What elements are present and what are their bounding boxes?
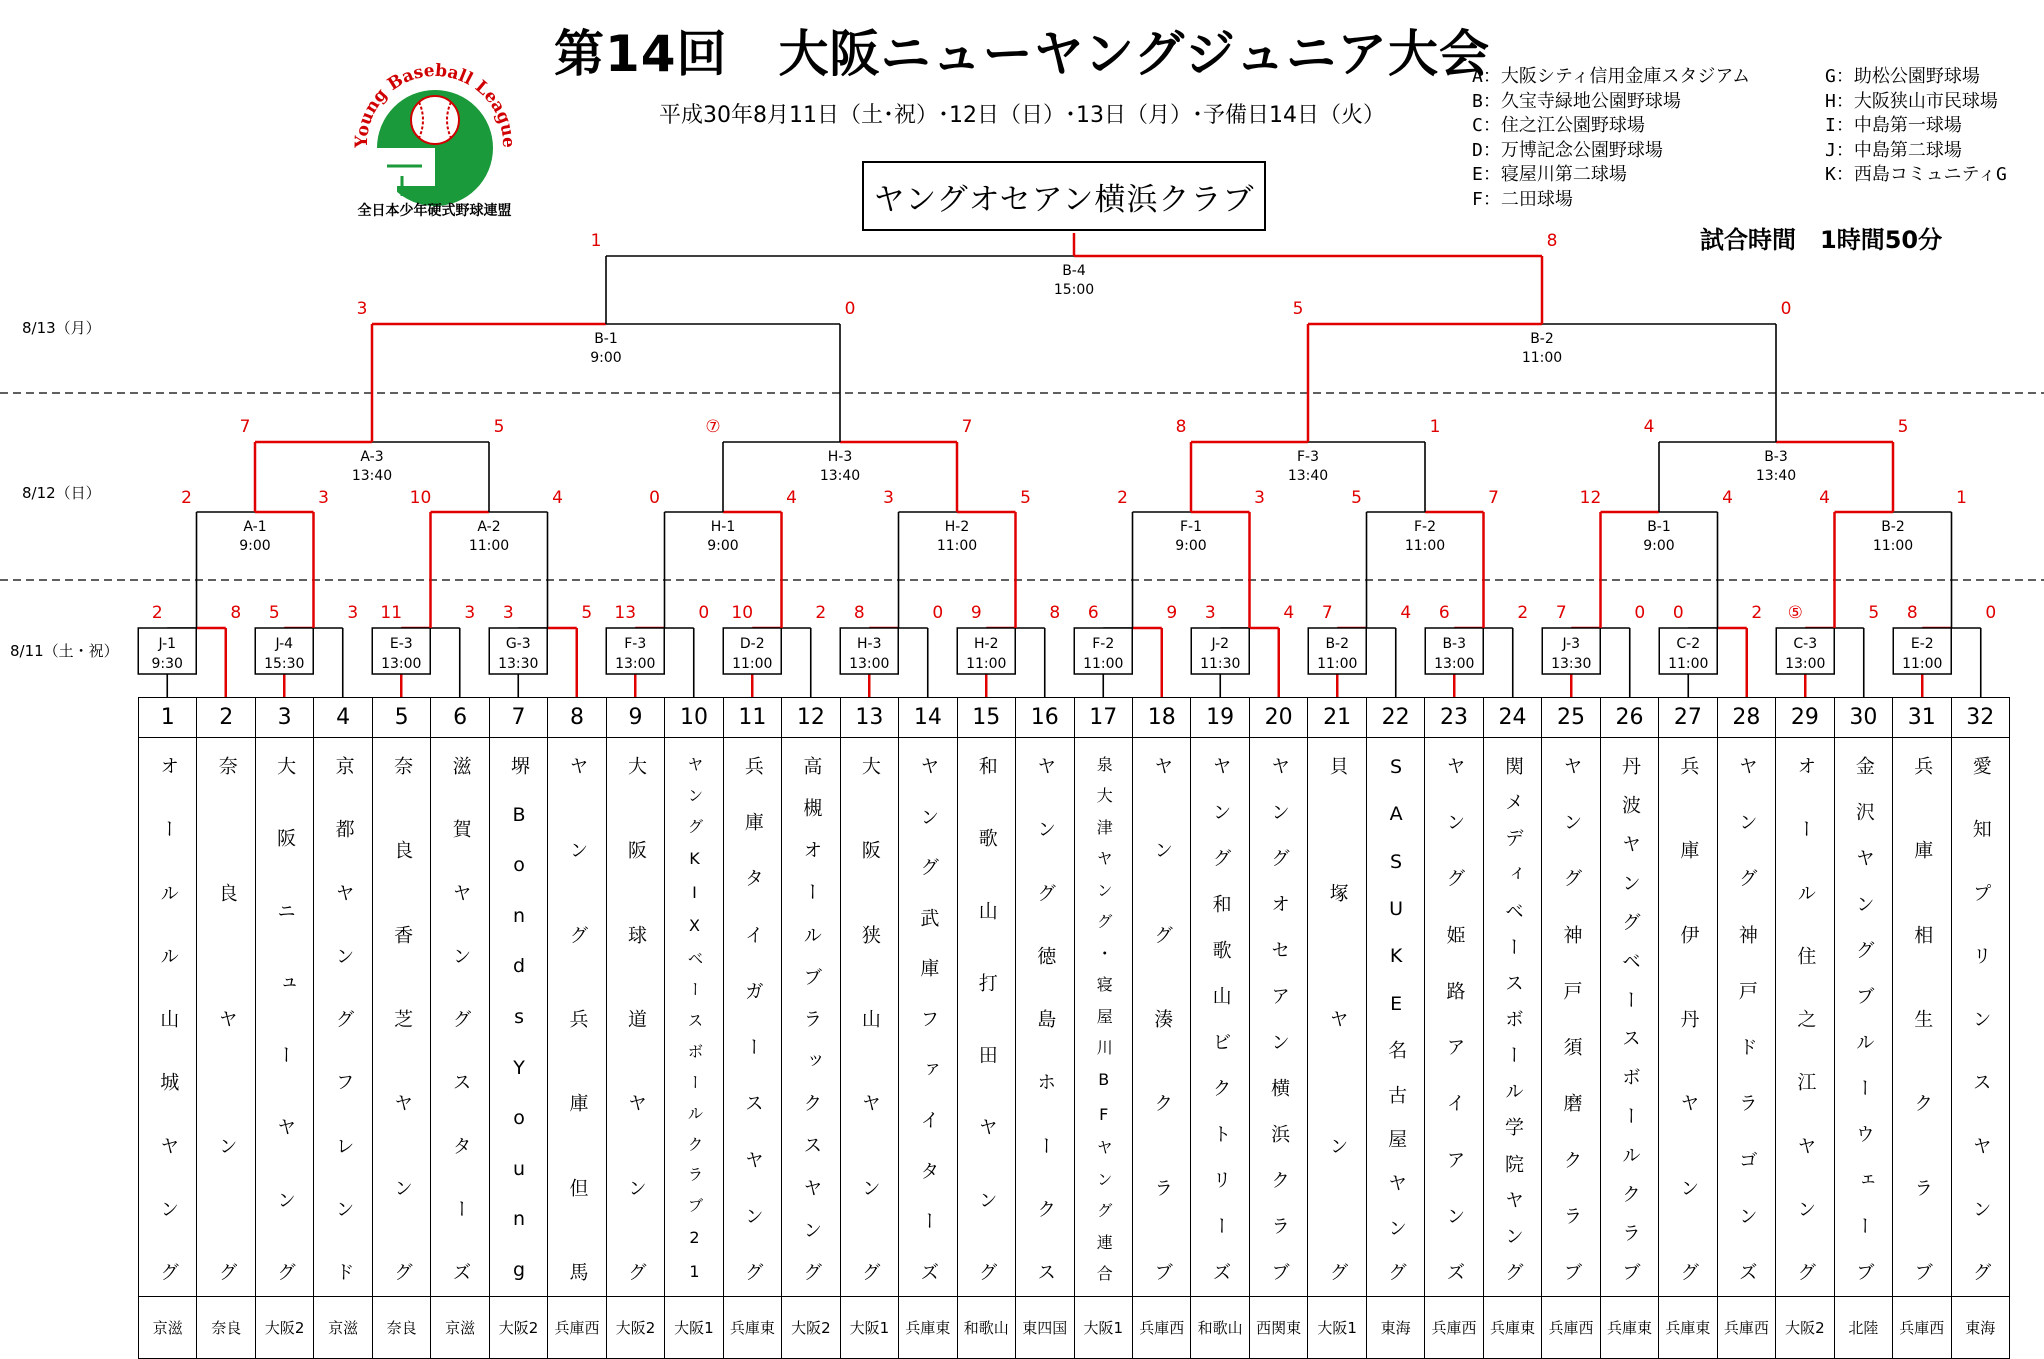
team-number: 8 (548, 698, 606, 738)
team-name: 滋 賀 ヤ ン グ ス タ ー ズ (449, 756, 472, 1281)
match-code: B-3 (1764, 449, 1788, 465)
score-left: ⑤ (1787, 603, 1803, 623)
team-name-cell (723, 738, 781, 1297)
team-name-cell (1366, 738, 1424, 1297)
score-left: 5 (1292, 299, 1304, 319)
team-number: 6 (431, 698, 489, 738)
score-right: 1 (1429, 417, 1441, 437)
match-time: 13:40 (351, 468, 393, 484)
team-region: 東海 (1951, 1297, 2009, 1359)
score-right: 3 (347, 603, 359, 623)
team-name-cell (255, 738, 313, 1297)
match-code: G-3 (505, 636, 531, 652)
team-number: 21 (1308, 698, 1366, 738)
team-number: 15 (957, 698, 1015, 738)
team-name-cell (197, 738, 255, 1297)
date-label-0811: 8/11（土・祝） (10, 642, 119, 660)
match-time: 13:00 (1785, 656, 1826, 672)
score-right: 3 (464, 603, 476, 623)
team-name-cell (431, 738, 489, 1297)
match-code: H-3 (827, 449, 853, 465)
venue-item: K：西島コミュニティG (1825, 164, 2007, 186)
team-name: 兵 庫 相 生 ク ラ ブ (1911, 756, 1934, 1281)
score-left: 6 (1087, 603, 1099, 623)
match-code: J-2 (1211, 636, 1230, 652)
venue-item: C：住之江公園野球場 (1472, 115, 1645, 137)
match-time: 11:30 (1200, 656, 1241, 672)
team-number: 19 (1191, 698, 1249, 738)
match-code: H-2 (974, 636, 999, 652)
match-time: 9:00 (590, 350, 622, 366)
match-code: F-2 (1092, 636, 1115, 652)
score-left: 11 (380, 603, 403, 623)
tournament-dates: 平成30年8月11日（土･祝）･12日（日）･13日（月）･予備日14日（火） (659, 103, 1385, 128)
team-number: 25 (1542, 698, 1600, 738)
match-code: F-3 (1296, 449, 1320, 465)
team-name: 大 阪 狭 山 ヤ ン グ (858, 756, 881, 1281)
team-name: 大 阪 球 道 ヤ ン グ (624, 756, 647, 1281)
team-name: ヤ ン グ 神 戸 須 磨 ク ラ ブ (1560, 756, 1583, 1281)
score-left: 7 (1321, 603, 1333, 623)
match-code: B-3 (1442, 636, 1467, 652)
date-label-0813: 8/13（月） (22, 319, 101, 337)
match-code: E-3 (389, 636, 413, 652)
team-number: 32 (1951, 698, 2009, 738)
team-name-cell (1249, 738, 1307, 1297)
match-time: 13:40 (1287, 468, 1329, 484)
game-time-label: 試合時間 1時間50分 (1700, 226, 1943, 254)
score-right: 4 (552, 488, 563, 508)
team-name-cell (1600, 738, 1658, 1297)
match-code: B-2 (1881, 519, 1905, 535)
match-time: 9:00 (1643, 538, 1675, 554)
match-time: 11:00 (1521, 350, 1563, 366)
team-name-cell (606, 738, 664, 1297)
score-right: 0 (1780, 299, 1792, 319)
match-time: 11:00 (468, 538, 510, 554)
score-left: 3 (883, 488, 894, 508)
score-right: 5 (1868, 603, 1880, 623)
team-name: 奈 良 香 芝 ヤ ン グ (391, 756, 414, 1281)
team-name: ヤ ン グ 姫 路 ア イ ア ン ズ (1443, 756, 1466, 1281)
match-time: 13:00 (615, 656, 656, 672)
team-name: ヤ ン グ K I X ベ ー ス ボ ー ル ク ラ ブ 2 1 (684, 756, 704, 1281)
team-region: 兵庫東 (1659, 1297, 1717, 1359)
team-name-cell (1074, 738, 1132, 1297)
match-time: 11:00 (1902, 656, 1943, 672)
match-time: 13:00 (381, 656, 422, 672)
score-left: ⑦ (705, 417, 721, 437)
team-region: 和歌山 (1191, 1297, 1249, 1359)
score-left: 2 (181, 488, 192, 508)
score-left: 10 (731, 603, 754, 623)
match-time: 9:30 (151, 656, 183, 672)
team-number: 11 (723, 698, 781, 738)
score-right: 2 (1751, 603, 1763, 623)
team-name: 丹 波 ヤ ン グ ベ ー ス ボ ー ル ク ラ ブ (1618, 756, 1641, 1281)
match-time: 11:00 (936, 538, 978, 554)
score-right: 4 (1283, 603, 1295, 623)
team-name-cell (1308, 738, 1366, 1297)
score-left: 8 (1175, 417, 1187, 437)
score-left: 0 (1672, 603, 1684, 623)
team-name-cell (782, 738, 840, 1297)
venue-item: I：中島第一球場 (1825, 115, 1962, 137)
team-number: 23 (1425, 698, 1483, 738)
score-left: 10 (409, 488, 432, 508)
team-name: 和 歌 山 打 田 ヤ ン グ (975, 756, 998, 1281)
team-number: 10 (665, 698, 723, 738)
match-code: F-2 (1413, 519, 1437, 535)
score-left: 12 (1579, 488, 1602, 508)
team-region: 大阪2 (606, 1297, 664, 1359)
team-name-cell (1776, 738, 1834, 1297)
score-right: 9 (1166, 603, 1178, 623)
team-name: 堺 B o n d s Y o u n g (508, 756, 531, 1281)
team-name-cell (1191, 738, 1249, 1297)
score-right: 5 (493, 417, 505, 437)
team-number: 5 (372, 698, 430, 738)
team-number: 1 (139, 698, 197, 738)
score-right: 1 (1956, 488, 1967, 508)
team-region: 大阪1 (665, 1297, 723, 1359)
match-time: 13:40 (819, 468, 861, 484)
match-time: 13:30 (1551, 656, 1592, 672)
score-left: 4 (1819, 488, 1830, 508)
team-name-cell (840, 738, 898, 1297)
match-time: 11:00 (732, 656, 773, 672)
team-region: 兵庫東 (899, 1297, 957, 1359)
team-region-row (139, 1297, 2010, 1359)
team-name: オ ー ル ル 山 城 ヤ ン グ (157, 756, 180, 1281)
team-table (138, 697, 2010, 1359)
team-name-cell (665, 738, 723, 1297)
team-region: 大阪2 (782, 1297, 840, 1359)
team-name: ヤ ン グ オ セ ア ン 横 浜 ク ラ ブ (1268, 756, 1291, 1281)
team-region: 大阪2 (1776, 1297, 1834, 1359)
score-right: 7 (961, 417, 973, 437)
team-region: 京滋 (431, 1297, 489, 1359)
match-code: B-2 (1325, 636, 1350, 652)
team-number: 3 (255, 698, 313, 738)
team-name: 愛 知 プ リ ン ス ヤ ン グ (1969, 756, 1992, 1281)
team-region: 京滋 (139, 1297, 197, 1359)
score-right: 0 (698, 603, 710, 623)
team-name: オ ー ル 住 之 江 ヤ ン グ (1794, 756, 1817, 1281)
champion-box: ヤングオセアン横浜クラブ (862, 161, 1266, 231)
match-time: 11:00 (1083, 656, 1124, 672)
team-name-row (139, 738, 2010, 1297)
match-code: H-3 (857, 636, 882, 652)
team-name-cell (1132, 738, 1190, 1297)
team-name-cell (1016, 738, 1074, 1297)
team-region: 兵庫東 (1483, 1297, 1541, 1359)
venue-item: G：助松公園野球場 (1825, 66, 1980, 87)
match-code: J-3 (1562, 636, 1581, 652)
team-name-cell (1659, 738, 1717, 1297)
team-name: 泉 大 津 ヤ ン グ ・ 寝 屋 川 B F ヤ ン グ 連 合 (1094, 756, 1114, 1281)
match-code: B-1 (594, 331, 618, 347)
venue-item: B：久宝寺緑地公園野球場 (1472, 90, 1681, 112)
team-region: 兵庫西 (1717, 1297, 1775, 1359)
team-name-cell (1834, 738, 1892, 1297)
team-region: 大阪2 (255, 1297, 313, 1359)
page-title: 第14回 大阪ニューヤングジュニア大会 (553, 25, 1491, 83)
team-region: 北陸 (1834, 1297, 1892, 1359)
score-right: 8 (1049, 603, 1061, 623)
match-code: C-3 (1793, 636, 1818, 652)
team-name-cell (1542, 738, 1600, 1297)
score-right: 4 (1400, 603, 1412, 623)
score-left: 1 (590, 231, 602, 251)
match-time: 11:00 (1872, 538, 1914, 554)
team-number: 4 (314, 698, 372, 738)
venue-item: H：大阪狭山市民球場 (1825, 90, 1998, 112)
score-left: 8 (1906, 603, 1918, 623)
team-name: S A S U K E 名 古 屋 ヤ ン グ (1385, 756, 1408, 1281)
team-number: 30 (1834, 698, 1892, 738)
match-code: A-2 (477, 519, 501, 535)
match-time: 13:00 (849, 656, 890, 672)
match-code: A-3 (360, 449, 384, 465)
team-number: 26 (1600, 698, 1658, 738)
team-name: 関 メ デ ィ ベ ー ス ボ ー ル 学 院 ヤ ン グ (1502, 756, 1525, 1281)
match-code: B-4 (1062, 263, 1086, 279)
match-code: J-4 (275, 636, 294, 652)
team-number: 31 (1893, 698, 1951, 738)
match-code: B-1 (1647, 519, 1671, 535)
score-right: 7 (1488, 488, 1499, 508)
team-name-cell (139, 738, 197, 1297)
score-left: 3 (1204, 603, 1216, 623)
match-code: F-1 (1179, 519, 1203, 535)
team-name: 高 槻 オ ー ル ブ ラ ッ ク ス ヤ ン グ (800, 756, 823, 1281)
score-right: 0 (844, 299, 856, 319)
team-number: 27 (1659, 698, 1717, 738)
team-region: 東海 (1366, 1297, 1424, 1359)
team-region: 兵庫西 (1132, 1297, 1190, 1359)
team-name: 貝 塚 ヤ ン グ (1326, 756, 1349, 1281)
venue-item: E：寝屋川第二球場 (1472, 164, 1627, 186)
team-number: 12 (782, 698, 840, 738)
match-time: 13:30 (498, 656, 539, 672)
logo-caption: 全日本少年硬式野球連盟 (357, 203, 512, 219)
match-time: 9:00 (707, 538, 739, 554)
match-code: F-3 (624, 636, 647, 652)
match-time: 11:00 (1668, 656, 1709, 672)
team-number: 14 (899, 698, 957, 738)
score-right: 5 (581, 603, 593, 623)
team-name-cell (1893, 738, 1951, 1297)
team-name: 奈 良 ヤ ン グ (215, 756, 238, 1281)
team-name: ヤ ン グ 神 戸 ド ラ ゴ ン ズ (1735, 756, 1758, 1281)
team-name: ヤ ン グ 湊 ク ラ ブ (1151, 756, 1174, 1281)
score-left: 0 (649, 488, 660, 508)
score-left: 8 (853, 603, 865, 623)
team-number: 17 (1074, 698, 1132, 738)
venue-item: J：中島第二球場 (1825, 139, 1962, 161)
team-name: ヤ ン グ 徳 島 ホ ー ク ス (1034, 756, 1057, 1281)
team-region: 京滋 (314, 1297, 372, 1359)
score-right: 4 (786, 488, 797, 508)
match-code: A-1 (243, 519, 267, 535)
team-region: 和歌山 (957, 1297, 1015, 1359)
match-time: 15:00 (1053, 282, 1095, 298)
team-name-cell (314, 738, 372, 1297)
venue-item: A：大阪シティ信用金庫スタジアム (1472, 66, 1751, 87)
score-left: 7 (239, 417, 251, 437)
score-left: 9 (970, 603, 982, 623)
team-name: 大 阪 ニ ュ ー ヤ ン グ (274, 756, 297, 1281)
score-left: 13 (614, 603, 637, 623)
score-right: 8 (230, 603, 242, 623)
logo-arc-text: Young Baseball League (351, 60, 519, 149)
venue-item: F：二田球場 (1472, 188, 1573, 210)
team-name: 兵 庫 タ イ ガ ー ス ヤ ン グ (741, 756, 764, 1281)
team-name-cell (1951, 738, 2009, 1297)
team-name: ヤ ン グ 和 歌 山 ビ ク ト リ ー ズ (1209, 756, 1232, 1281)
match-time: 11:00 (966, 656, 1007, 672)
team-region: 西関東 (1249, 1297, 1307, 1359)
team-number: 13 (840, 698, 898, 738)
team-number: 18 (1132, 698, 1190, 738)
team-name: 京 都 ヤ ン グ フ レ ン ド (332, 756, 355, 1281)
team-number: 9 (606, 698, 664, 738)
match-code: E-2 (1910, 636, 1934, 652)
score-left: 2 (1117, 488, 1128, 508)
team-region: 大阪1 (1308, 1297, 1366, 1359)
score-left: 3 (356, 299, 368, 319)
score-right: 3 (318, 488, 329, 508)
team-name-cell (1717, 738, 1775, 1297)
team-name-cell (899, 738, 957, 1297)
score-right: 2 (1517, 603, 1529, 623)
score-left: 6 (1438, 603, 1450, 623)
team-region: 兵庫東 (723, 1297, 781, 1359)
team-number-row (139, 698, 2010, 738)
match-code: C-2 (1676, 636, 1701, 652)
match-time: 13:40 (1755, 468, 1797, 484)
team-name-cell (372, 738, 430, 1297)
score-left: 2 (151, 603, 163, 623)
score-right: 3 (1254, 488, 1265, 508)
score-right: 5 (1020, 488, 1031, 508)
match-time: 11:00 (1317, 656, 1358, 672)
team-region: 兵庫西 (1542, 1297, 1600, 1359)
match-time: 9:00 (1175, 538, 1207, 554)
match-time: 11:00 (1404, 538, 1446, 554)
score-right: 2 (815, 603, 827, 623)
match-code: H-2 (944, 519, 970, 535)
team-number: 20 (1249, 698, 1307, 738)
team-name-cell (1425, 738, 1483, 1297)
score-right: 0 (932, 603, 944, 623)
team-region: 大阪1 (840, 1297, 898, 1359)
team-name-cell (548, 738, 606, 1297)
match-code: H-1 (710, 519, 736, 535)
match-time: 13:00 (1434, 656, 1475, 672)
team-number: 16 (1016, 698, 1074, 738)
score-left: 4 (1643, 417, 1655, 437)
team-region: 東四国 (1016, 1297, 1074, 1359)
team-number: 24 (1483, 698, 1541, 738)
score-left: 7 (1555, 603, 1567, 623)
score-right: 0 (1985, 603, 1997, 623)
team-name: 兵 庫 伊 丹 ヤ ン グ (1677, 756, 1700, 1281)
team-name: ヤ ン グ 兵 庫 但 馬 (566, 756, 589, 1281)
match-code: J-1 (158, 636, 177, 652)
score-right: 8 (1546, 231, 1558, 251)
score-left: 5 (1351, 488, 1362, 508)
team-region: 兵庫西 (1425, 1297, 1483, 1359)
team-name: ヤ ン グ 武 庫 フ ァ イ タ ー ズ (917, 756, 940, 1281)
team-number: 28 (1717, 698, 1775, 738)
team-region: 大阪2 (489, 1297, 547, 1359)
team-number: 7 (489, 698, 547, 738)
match-code: B-2 (1530, 331, 1554, 347)
team-number: 29 (1776, 698, 1834, 738)
venue-item: D：万博記念公園野球場 (1472, 139, 1663, 161)
team-region: 兵庫西 (548, 1297, 606, 1359)
team-region: 兵庫東 (1600, 1297, 1658, 1359)
score-left: 5 (268, 603, 280, 623)
team-number: 22 (1366, 698, 1424, 738)
score-right: 5 (1897, 417, 1909, 437)
team-number: 2 (197, 698, 255, 738)
date-label-0812: 8/12（日） (22, 484, 101, 502)
team-region: 兵庫西 (1893, 1297, 1951, 1359)
team-region: 大阪1 (1074, 1297, 1132, 1359)
score-right: 0 (1634, 603, 1646, 623)
team-name-cell (957, 738, 1015, 1297)
team-name-cell (489, 738, 547, 1297)
team-name-cell (1483, 738, 1541, 1297)
score-left: 3 (502, 603, 514, 623)
score-right: 4 (1722, 488, 1733, 508)
match-time: 9:00 (239, 538, 271, 554)
team-region: 奈良 (372, 1297, 430, 1359)
team-name: 金 沢 ヤ ン グ ブ ル ー ウ ェ ー ブ (1852, 756, 1875, 1281)
match-time: 15:30 (264, 656, 305, 672)
team-region: 奈良 (197, 1297, 255, 1359)
match-code: D-2 (739, 636, 765, 652)
